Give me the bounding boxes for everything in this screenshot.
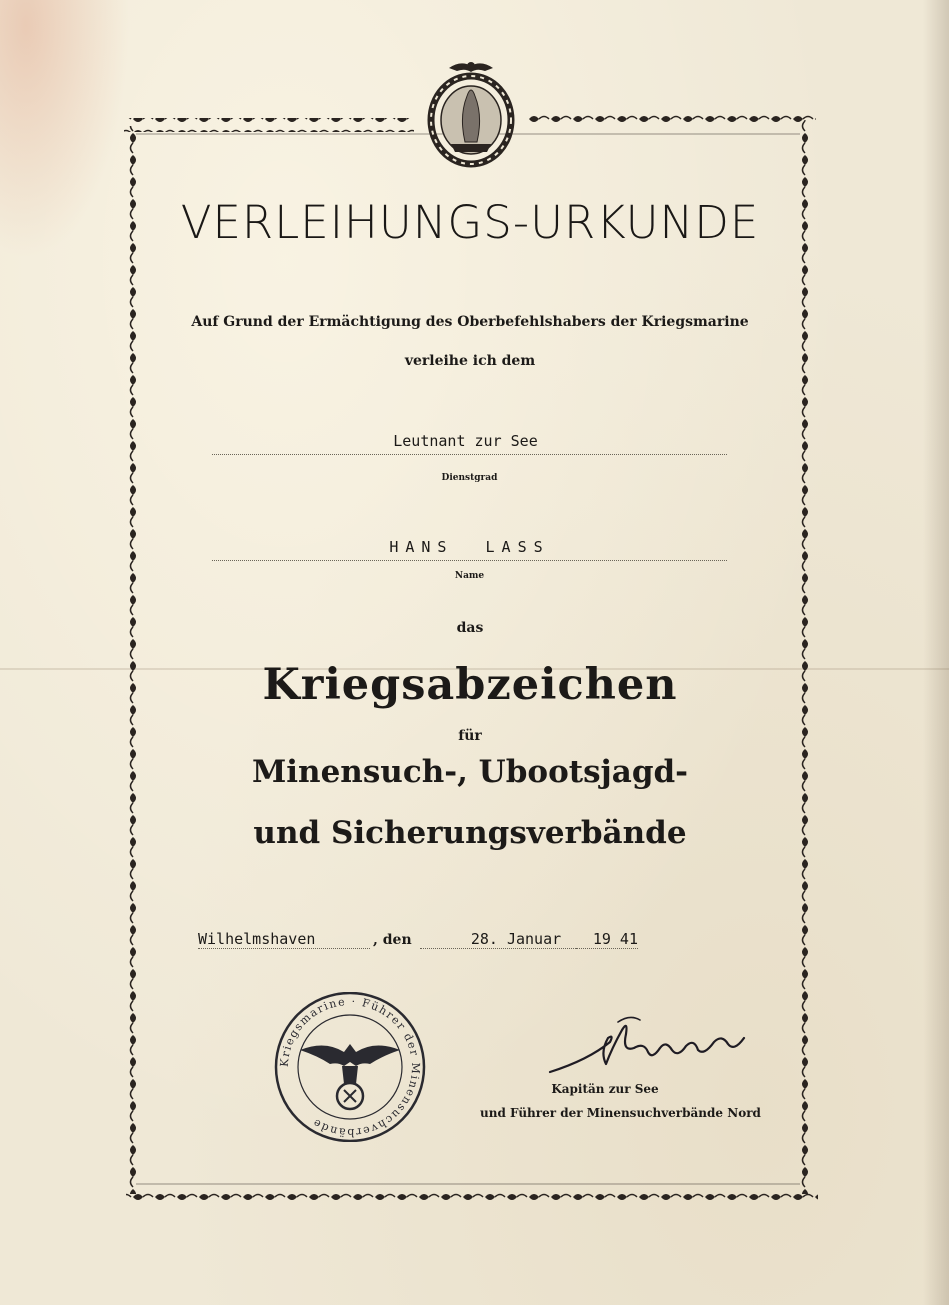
signer-role: und Führer der Minensuchverbände Nord (480, 1106, 761, 1120)
name-value: HANS LASS (389, 538, 550, 556)
minesweeper-badge-emblem-icon (421, 56, 521, 168)
article-text: das (456, 620, 484, 636)
year-value: 19 41 (576, 930, 638, 949)
seal-text: Kriegsmarine · Führer der Minensuchverbände (277, 994, 423, 1140)
name-caption: Name (454, 571, 485, 581)
fuer-text: für (458, 728, 482, 744)
den-text: , den (373, 932, 412, 948)
signer-rank: Kapitän zur See (551, 1082, 659, 1096)
units-line-2: und Sicherungsverbände (253, 815, 687, 851)
day-month-value: 28. Januar (420, 930, 612, 949)
official-stamp-eagle-icon (270, 992, 430, 1142)
intro-line-1: Auf Grund der Ermächtigung des Oberbefehlshabers der Kriegsmarine (191, 314, 749, 330)
place-value: Wilhelmshaven (198, 930, 370, 949)
award-name: Kriegsabzeichen (262, 660, 678, 710)
name-field (212, 538, 727, 561)
intro-line-2: verleihe ich dem (404, 353, 536, 369)
rank-value: Leutnant zur See (393, 432, 538, 450)
rank-field (212, 432, 727, 455)
handwritten-signature (548, 1012, 758, 1082)
units-line-1: Minensuch-, Ubootsjagd- (251, 754, 689, 790)
rank-caption: Dienstgrad (441, 473, 498, 483)
page-title: VERLEIHUNGS-URKUNDE (180, 196, 760, 249)
